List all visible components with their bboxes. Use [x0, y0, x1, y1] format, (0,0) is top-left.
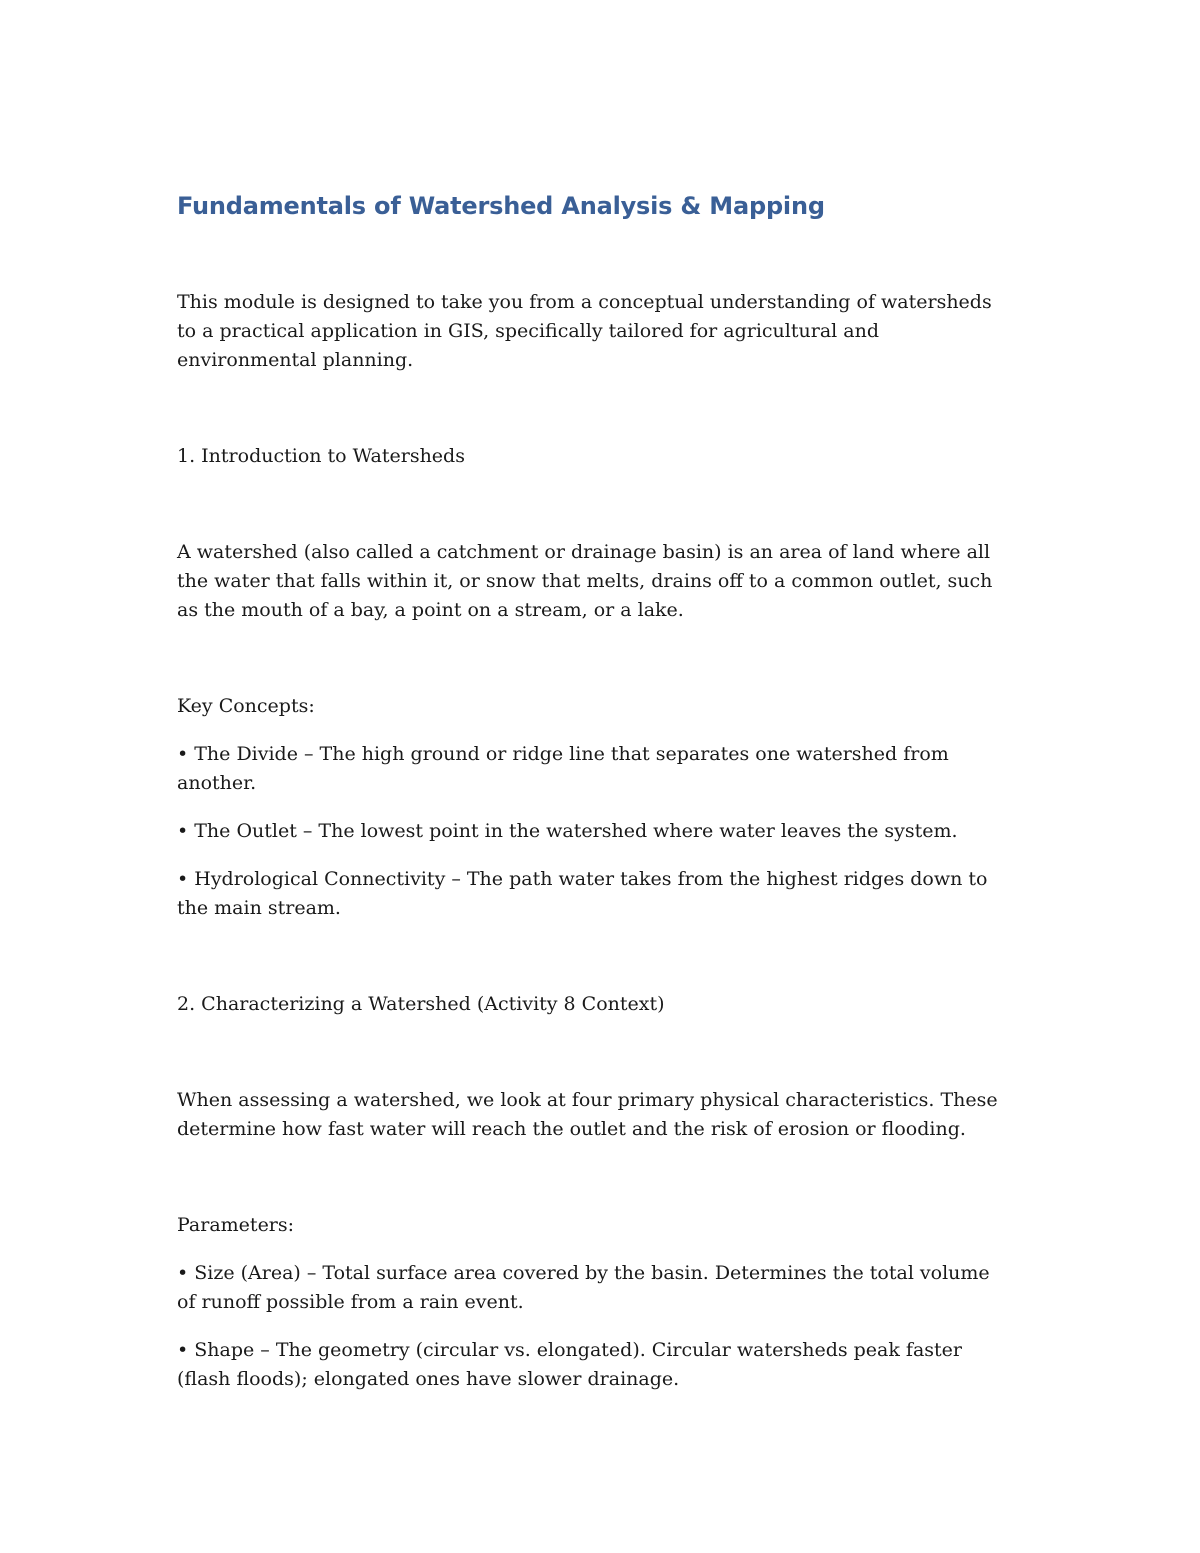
watershed-definition-paragraph: A watershed (also called a catchment or drainage basin) is an area of land where all the water that falls within it, or snow that melts, drains off to a common outlet, such as the mouth of a bay, a point on a stream, or a lake. [177, 541, 993, 621]
bullet-outlet: • The Outlet – The lowest point in the watershed where water leaves the system. [177, 820, 958, 842]
parameters-label: Parameters: [177, 1214, 295, 1236]
bullet-size-area: • Size (Area) – Total surface area covered by the basin. Determines the total volume of runoff possible from a rain event. [177, 1262, 990, 1313]
assessment-paragraph: When assessing a watershed, we look at four primary physical characteristics. These determine how fast water will reach the outlet and the risk of erosion or flooding. [177, 1089, 998, 1140]
key-concepts-label: Key Concepts: [177, 695, 315, 717]
bullet-hydrological-connectivity: • Hydrological Connectivity – The path water takes from the highest ridges down to the main stream. [177, 868, 988, 919]
document-body [177, 190, 1007, 1413]
bullet-divide: • The Divide – The high ground or ridge line that separates one watershed from another. [177, 743, 949, 794]
document-title: Fundamentals of Watershed Analysis & Mapping [177, 192, 825, 220]
section-heading-characterizing: 2. Characterizing a Watershed (Activity 8 Context) [177, 993, 665, 1015]
section-heading-introduction: 1. Introduction to Watersheds [177, 445, 465, 467]
bullet-shape: • Shape – The geometry (circular vs. elongated). Circular watersheds peak faster (flash floods); elongated ones have slower drainage. [177, 1339, 963, 1390]
intro-paragraph: This module is designed to take you from a conceptual understanding of watersheds to a practical application in GIS, specifically tailored for agricultural and environmental planning. [177, 291, 992, 371]
